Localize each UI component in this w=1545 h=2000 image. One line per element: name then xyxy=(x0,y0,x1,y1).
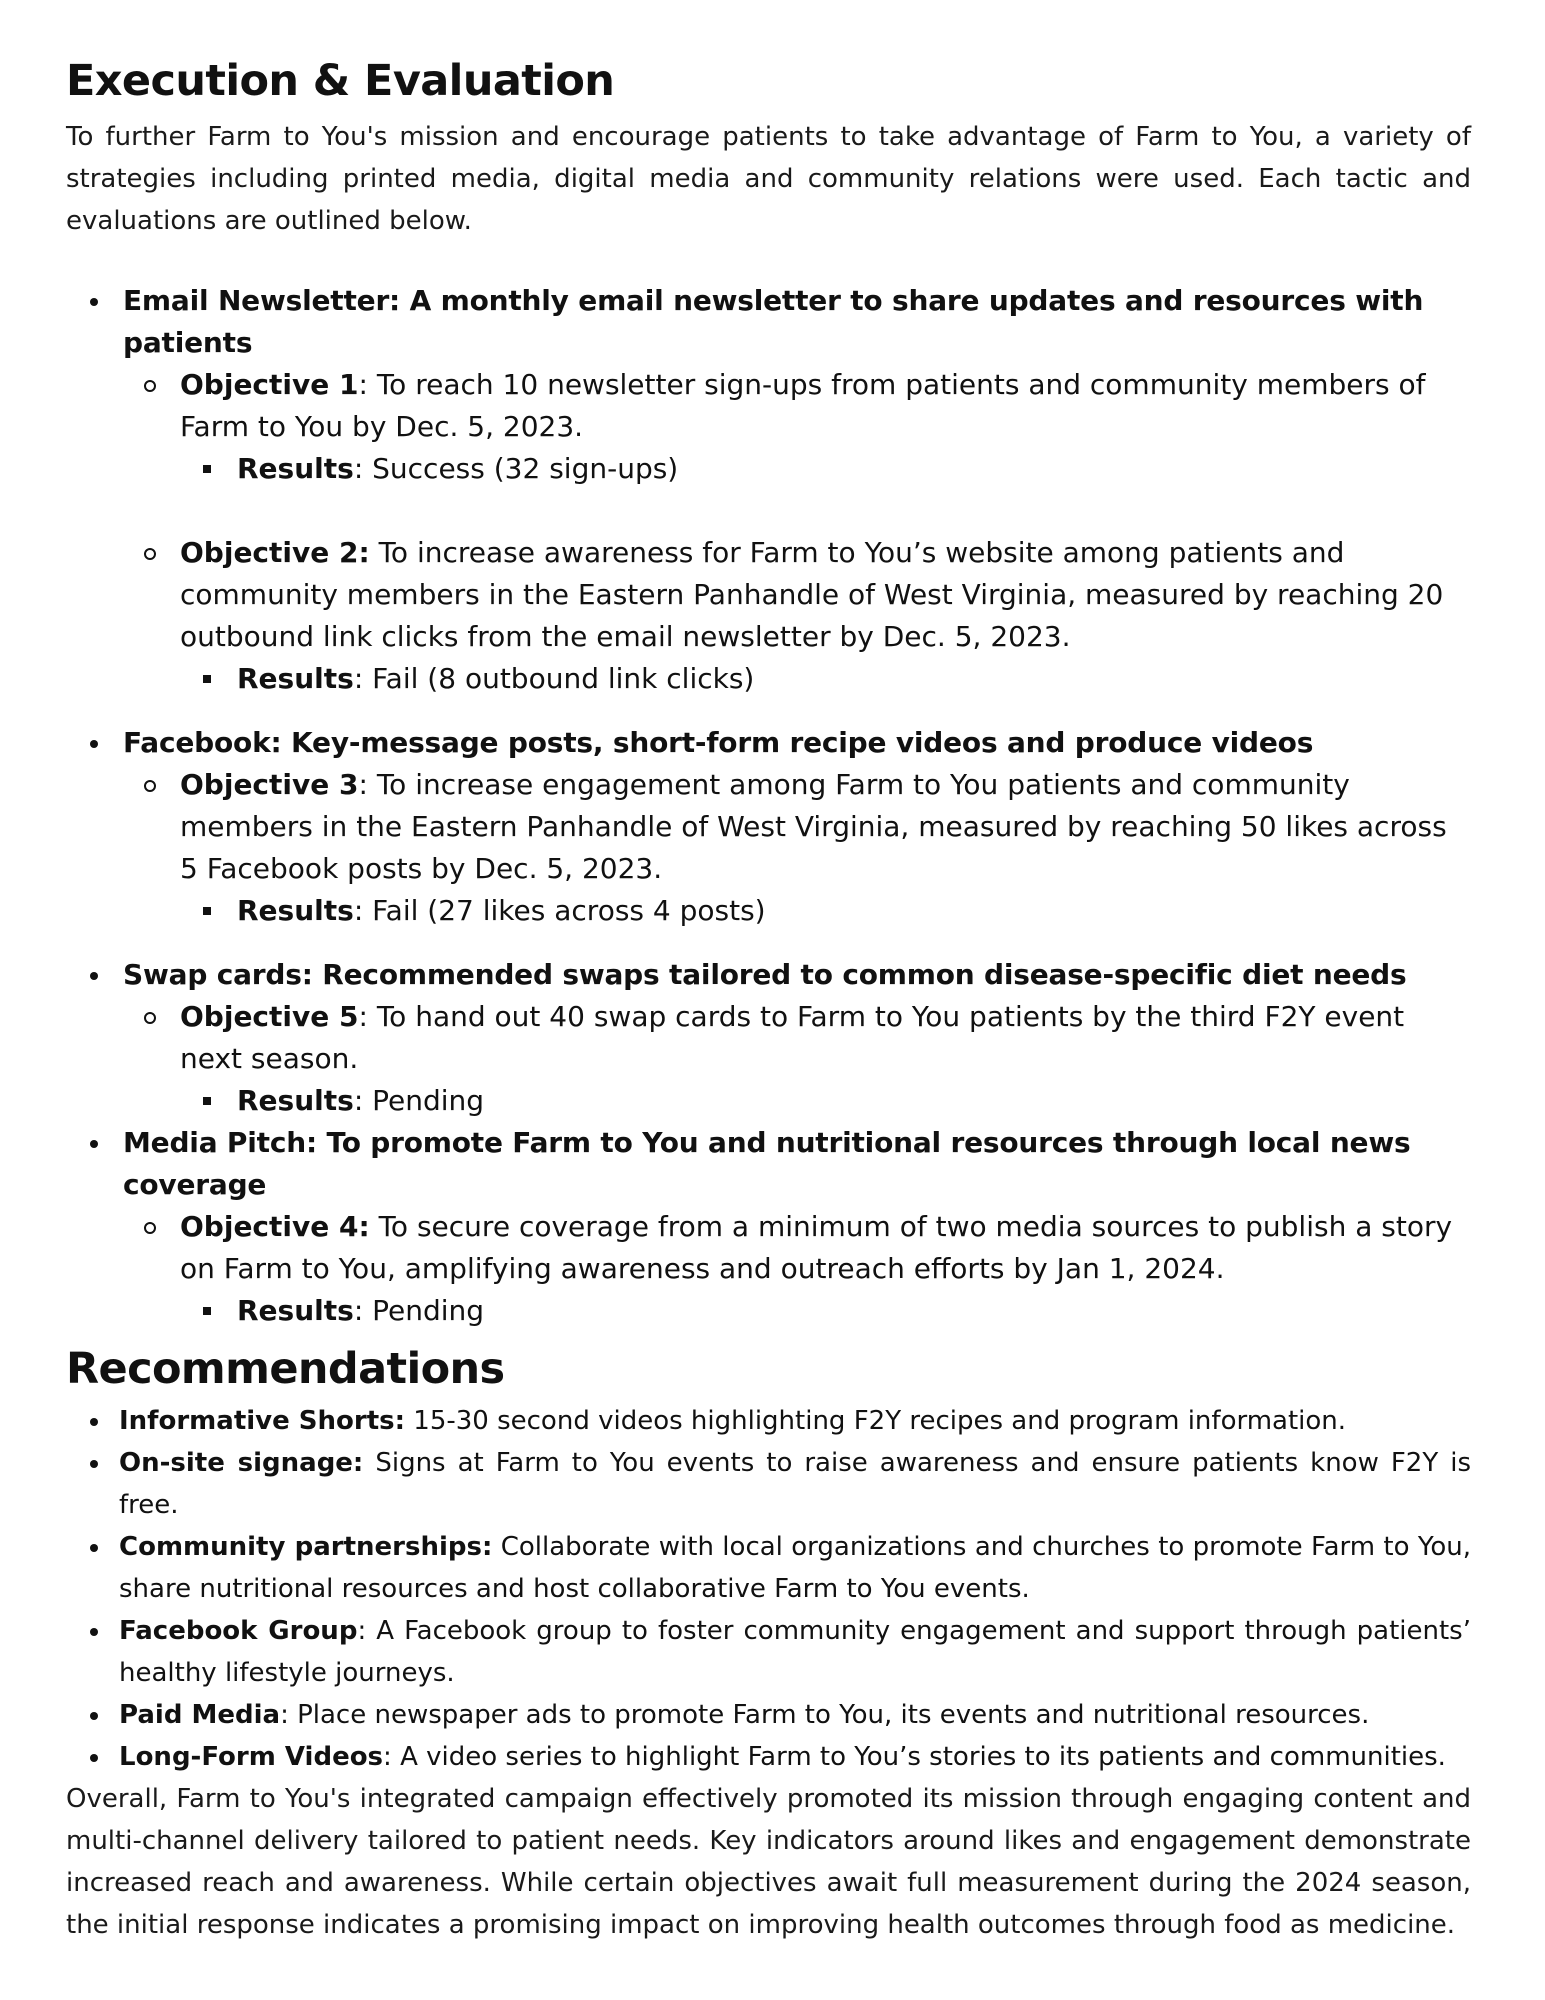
recommendation-item xyxy=(66,1526,1471,1610)
recommendation-text: : A Facebook group to foster community engagement and support through patients’ healthy lifestyle journeys. xyxy=(119,1616,1471,1688)
objectives-list xyxy=(123,1206,1471,1332)
circle-bullet-icon xyxy=(144,380,156,392)
tactic-swap-cards xyxy=(66,954,1471,1122)
objective-text: To secure coverage from a minimum of two media sources to publish a story on Farm to You, amplifying awareness and outreach efforts by Jan 1, 2024. xyxy=(180,1210,1453,1285)
results-list xyxy=(180,448,1471,490)
circle-bullet-icon xyxy=(144,548,156,560)
recommendation-label: Long-Form Videos xyxy=(119,1742,384,1772)
results-list xyxy=(180,890,1471,932)
objective-item xyxy=(123,764,1471,932)
result-text: : Fail (27 likes across 4 posts) xyxy=(353,894,766,927)
tactic-email-newsletter xyxy=(66,280,1471,700)
result-text: : Fail (8 outbound link clicks) xyxy=(353,662,755,695)
recommendation-label: Community partnerships: xyxy=(119,1532,493,1562)
recommendation-text: Signs at Farm to You events to raise awareness and ensure patients know F2Y is free. xyxy=(119,1448,1471,1520)
tactic-title: Facebook: Key-message posts, short-form recipe videos and produce videos xyxy=(123,726,1314,759)
results-list xyxy=(180,658,1471,700)
result-item xyxy=(180,658,1471,700)
objective-label: Objective 5 xyxy=(180,1000,359,1033)
objective-item xyxy=(123,364,1471,490)
result-text: : Pending xyxy=(353,1084,485,1117)
objective-sep: : xyxy=(358,368,368,401)
result-label: Results xyxy=(237,1084,354,1117)
recommendation-text: 15-30 second videos highlighting F2Y recipes and program information. xyxy=(405,1406,1347,1436)
circle-bullet-icon xyxy=(144,1222,156,1234)
result-item xyxy=(180,1080,1471,1122)
recommendation-item xyxy=(66,1400,1471,1442)
recommendation-text: : Place newspaper ads to promote Farm to You, its events and nutritional resources. xyxy=(280,1700,1370,1730)
objective-label: Objective 3 xyxy=(180,768,359,801)
results-list xyxy=(180,1290,1471,1332)
disc-bullet-icon xyxy=(90,1628,98,1636)
disc-bullet-icon xyxy=(90,1712,98,1720)
objective-text: To reach 10 newsletter sign-ups from patients and community members of Farm to You by Dec. 5, 2023. xyxy=(180,368,1426,443)
disc-bullet-icon xyxy=(90,298,98,306)
recommendation-item xyxy=(66,1610,1471,1694)
result-label: Results xyxy=(237,894,354,927)
recommendation-text: Collaborate with local organizations and churches to promote Farm to You, share nutritional resources and host collaborative Farm to You events. xyxy=(119,1532,1471,1604)
disc-bullet-icon xyxy=(90,1460,98,1468)
results-list xyxy=(180,1080,1471,1122)
recommendation-label: Facebook Group xyxy=(119,1616,358,1646)
objective-label: Objective 1 xyxy=(180,368,359,401)
square-bullet-icon xyxy=(203,1097,211,1105)
recommendation-text: : A video series to highlight Farm to You’s stories to its patients and communities. xyxy=(383,1742,1446,1772)
circle-bullet-icon xyxy=(144,1012,156,1024)
recommendation-label: Informative Shorts: xyxy=(119,1406,406,1436)
disc-bullet-icon xyxy=(90,1544,98,1552)
recommendation-item xyxy=(66,1736,1471,1778)
disc-bullet-icon xyxy=(90,1140,98,1148)
tactic-media-pitch xyxy=(66,1122,1471,1332)
result-item xyxy=(180,448,1471,490)
square-bullet-icon xyxy=(203,907,211,915)
square-bullet-icon xyxy=(203,675,211,683)
objectives-list xyxy=(123,764,1471,932)
objective-item xyxy=(123,1206,1471,1332)
disc-bullet-icon xyxy=(90,1754,98,1762)
recommendations-heading: Recommendations xyxy=(66,1344,505,1394)
objective-label: Objective 4: xyxy=(180,1210,370,1243)
tactics-list xyxy=(66,280,1471,1332)
objective-sep: : xyxy=(358,1000,368,1033)
square-bullet-icon xyxy=(203,465,211,473)
result-label: Results xyxy=(237,1294,354,1327)
tactic-title: Email Newsletter: A monthly email newsletter to share updates and resources with patients xyxy=(123,284,1424,359)
objective-text: To increase awareness for Farm to You’s website among patients and community members in the Eastern Panhandle of West Virginia, measured by reaching 20 outbound link clicks from the email newsletter by Dec. 5, 2023. xyxy=(180,536,1444,653)
closing-paragraph: Overall, Farm to You's integrated campaign effectively promoted its mission through engaging content and multi-channel delivery tailored to patient needs. Key indicators around likes and engagement demonstrate increased reach and awareness. While certain objectives await full measurement during the 2024 season, the initial response indicates a promising impact on improving health outcomes through food as medicine. xyxy=(66,1784,1471,1940)
objective-item xyxy=(123,996,1471,1122)
objective-text: To hand out 40 swap cards to Farm to You patients by the third F2Y event next season. xyxy=(180,1000,1405,1075)
result-item xyxy=(180,890,1471,932)
recommendation-item xyxy=(66,1694,1471,1736)
result-label: Results xyxy=(237,662,354,695)
tactic-title: Swap cards: Recommended swaps tailored to common disease-specific diet needs xyxy=(123,958,1407,991)
recommendation-item xyxy=(66,1442,1471,1526)
recommendation-label: On-site signage: xyxy=(119,1448,364,1478)
circle-bullet-icon xyxy=(144,780,156,792)
disc-bullet-icon xyxy=(90,740,98,748)
objective-text: To increase engagement among Farm to You patients and community members in the Eastern Panhandle of West Virginia, measured by reaching 50 likes across 5 Facebook posts by Dec. 5, 2023. xyxy=(180,768,1447,885)
objectives-list xyxy=(123,996,1471,1122)
disc-bullet-icon xyxy=(90,972,98,980)
result-label: Results xyxy=(237,452,354,485)
result-item xyxy=(180,1290,1471,1332)
result-text: : Success (32 sign-ups) xyxy=(353,452,679,485)
execution-heading: Execution & Evaluation xyxy=(66,56,615,106)
objective-item xyxy=(123,532,1471,700)
result-text: : Pending xyxy=(353,1294,485,1327)
objective-sep: : xyxy=(358,768,368,801)
recommendation-label: Paid Media xyxy=(119,1700,281,1730)
objective-label: Objective 2: xyxy=(180,536,370,569)
disc-bullet-icon xyxy=(90,1418,98,1426)
intro-paragraph: To further Farm to You's mission and encourage patients to take advantage of Farm to You, a variety of strategies including printed media, digital media and community relations were used. Each tactic and evaluations are outlined below. xyxy=(66,122,1471,236)
objectives-list xyxy=(123,364,1471,700)
tactic-title: Media Pitch: To promote Farm to You and nutritional resources through local news coverage xyxy=(123,1126,1411,1201)
square-bullet-icon xyxy=(203,1307,211,1315)
tactic-facebook xyxy=(66,722,1471,932)
recommendations-list xyxy=(66,1400,1471,1778)
